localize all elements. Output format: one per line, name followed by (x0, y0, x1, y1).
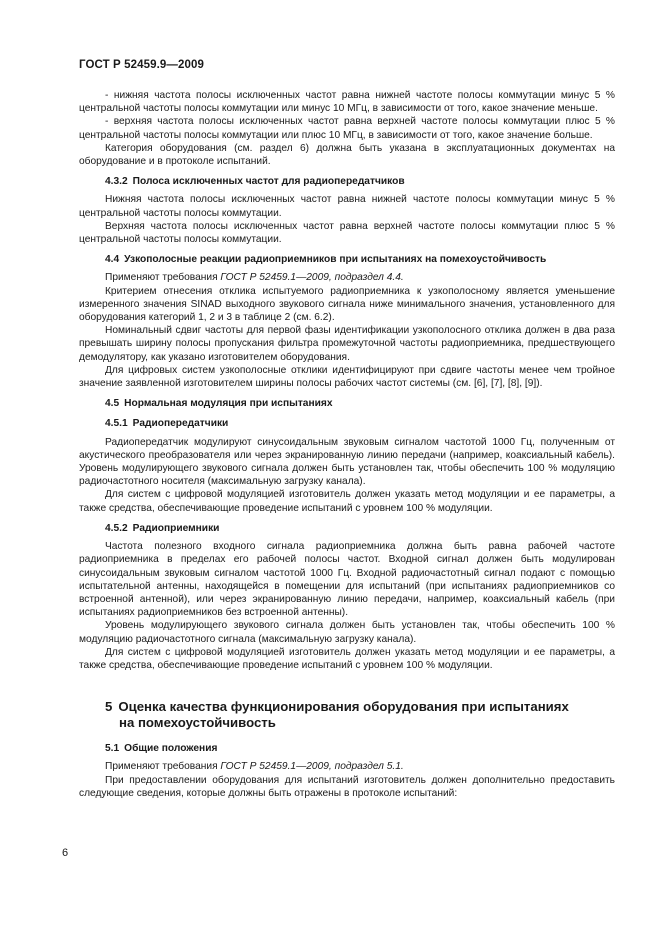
paragraph: Критерием отнесения отклика испытуемого радиоприемника к узкополосному является уменьшение измеренного значения SINAD выходного звукового сигнала ниже минимального значения, установленного для оборудования категорий 1, 2 и 3 в таблице 2 (см. 6.2). (79, 285, 615, 324)
section-title: Оценка качества функционирования оборудования при испытаниях (118, 699, 569, 715)
paragraph: Радиопередатчик модулируют синусоидальным звуковым сигналом частотой 1000 Гц, полученным от акустического преобразователя или через экранированную линию передачи (например, коаксиальный кабель). Уровень модулирующего звукового сигнала должен быть установлен так, чтобы обеспечить 100 % модуляцию радиочастотного носителя (максимальную загрузку канала). (79, 436, 615, 488)
document-header: ГОСТ Р 52459.9—2009 (79, 59, 204, 71)
section-number: 5 (105, 699, 113, 715)
subsection-number: 4.5.2 (105, 522, 128, 534)
paragraph: Для систем с цифровой модуляцией изготовитель должен указать метод модуляции и ее параметры, а также средства, обеспечивающие проведение испытаний с уровнем 100 % модуляции. (79, 646, 615, 671)
subsection-number: 5.1 (105, 743, 120, 755)
reference-lead: Применяют требования (105, 761, 221, 773)
paragraph: - верхняя частота полосы исключенных частот равна верхней частоте полосы коммутации плюс 5 % центральной частоты полосы коммутации или плюс 10 МГц, в зависимости от того, какое значение больше. (79, 116, 615, 141)
paragraph: Категория оборудования (см. раздел 6) должна быть указана в эксплуатационных документах на оборудование и в протоколе испытаний. (79, 142, 615, 168)
reference-standard: ГОСТ Р 52459.1—2009, подраздел 5.1. (220, 761, 404, 773)
reference-standard: ГОСТ Р 52459.1—2009, подраздел 4.4. (220, 272, 404, 284)
subsection-heading (79, 417, 615, 430)
subsection-number: 4.4 (105, 254, 120, 266)
subsection-title: Радиопередатчики (132, 418, 229, 430)
subsection-heading (79, 742, 615, 755)
paragraph-reference (79, 760, 615, 773)
paragraph: При предоставлении оборудования для испытаний изготовитель должен дополнительно предоставить следующие сведения, которые должны быть отражены в протоколе испытаний: (79, 774, 615, 799)
paragraph: Для систем с цифровой модуляцией изготовитель должен указать метод модуляции и ее параметры, а также средства, обеспечивающие проведение испытаний с уровнем 100 % модуляции. (79, 489, 615, 514)
paragraph-reference (79, 271, 615, 284)
subsection-number: 4.5.1 (105, 418, 128, 430)
page-number: 6 (62, 847, 69, 859)
section-title-continued: на помехоустойчивость (119, 715, 276, 731)
subsection-title: Общие положения (124, 743, 218, 755)
paragraph: Частота полезного входного сигнала радиоприемника должна быть равна рабочей частоте радиоприемника в пределах его рабочей полосы частот. Входной сигнал должен быть модулирован синусоидальным звуковым сигналом частотой 1000 Гц. Входной радиочастотный сигнал подают с помощью испытательной антенны, находящейся в помещении для испытаний (при испытаниях радиоприемников со встроенной антенной), или через экранированную линию передачи, например, коаксиальный кабель (при испытаниях радиоприемников без встроенной антенны). (79, 541, 615, 619)
paragraph: - нижняя частота полосы исключенных частот равна нижней частоте полосы коммутации минус 5 % центральной частоты полосы коммутации или минус 10 МГц, в зависимости от того, какое значение меньше. (79, 90, 615, 115)
paragraph: Уровень модулирующего звукового сигнала должен быть установлен так, чтобы обеспечить 100 % модуляцию радиочастотного сигнала (максимальную загрузку канала). (79, 620, 615, 645)
paragraph: Верхняя частота полосы исключенных частот равна верхней частоте полосы коммутации плюс 5 % центральной частоты полосы коммутации. (79, 220, 615, 246)
section-heading (79, 699, 615, 731)
subsection-title: Узкополосные реакции радиоприемников при испытаниях на помехоустойчивость (124, 254, 547, 266)
subsection-heading (79, 253, 615, 266)
paragraph: Номинальный сдвиг частоты для первой фазы идентификации узкополосного отклика должен в два раза превышать ширину полосы пропускания фильтра промежуточной частоты радиоприемника, предшествующего демодулятору, как указано изготовителем оборудования. (79, 325, 615, 363)
paragraph: Для цифровых систем узкополосные отклики идентифицируют при сдвиге частоты менее чем тройное значение заявленной изготовителем ширины полосы рабочих частот системы (см. [6], [7], [8], [9]). (79, 364, 615, 390)
subsection-heading (79, 175, 615, 188)
reference-lead: Применяют требования (105, 272, 221, 284)
subsection-heading (79, 397, 615, 410)
subsection-title: Радиоприемники (132, 522, 220, 534)
document-body (79, 89, 615, 800)
subsection-number: 4.3.2 (105, 176, 128, 188)
section-heading-line (105, 699, 615, 715)
subsection-title: Полоса исключенных частот для радиопередатчиков (132, 176, 405, 188)
subsection-number: 4.5 (105, 398, 120, 410)
subsection-heading (79, 522, 615, 535)
paragraph: Нижняя частота полосы исключенных частот равна нижней частоте полосы коммутации минус 5 % центральной частоты полосы коммутации. (79, 194, 615, 219)
subsection-title: Нормальная модуляция при испытаниях (124, 398, 333, 410)
